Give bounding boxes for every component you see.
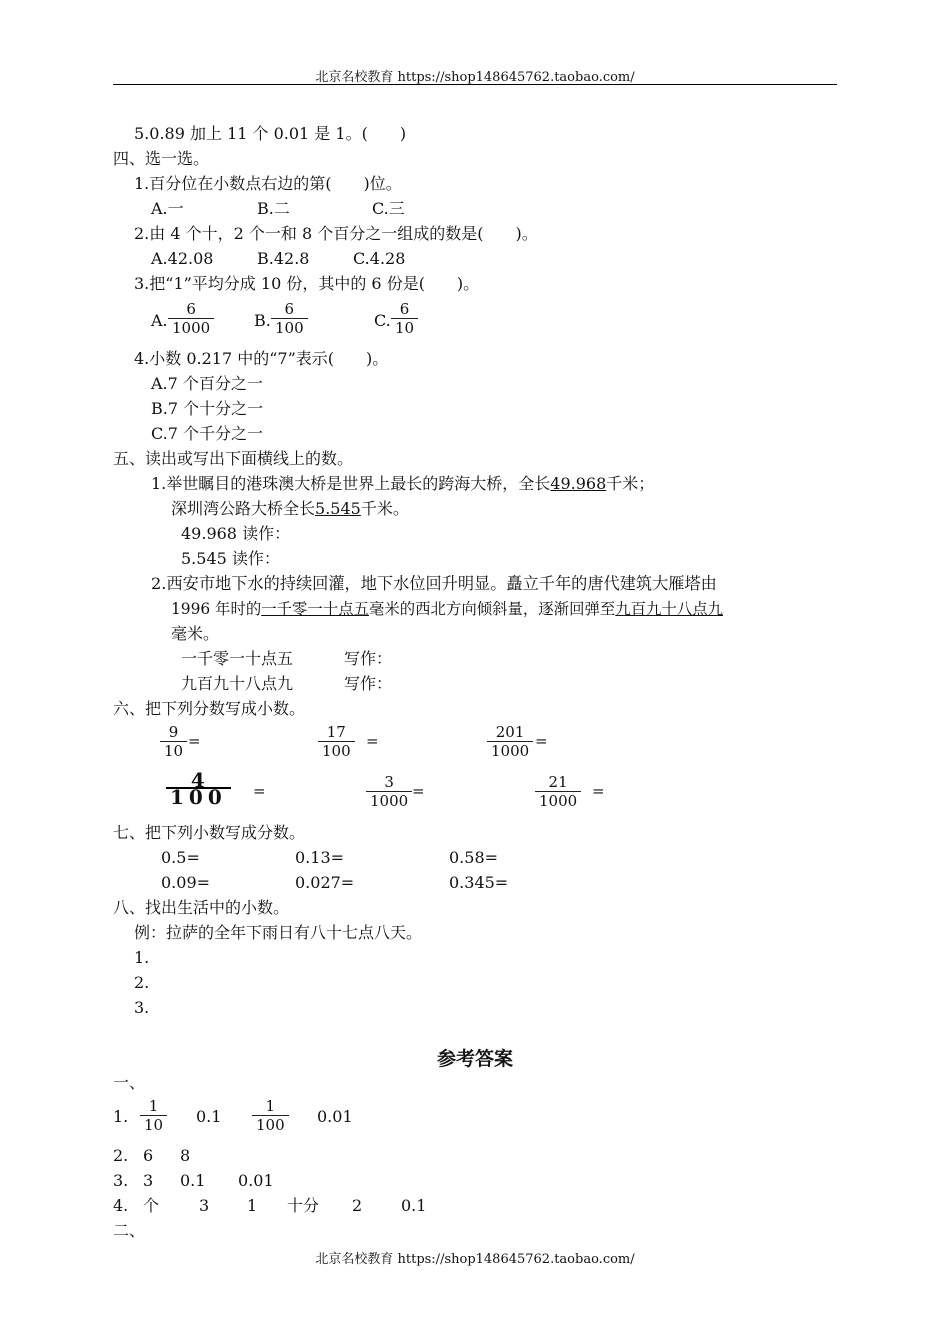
fraction-numerator: 3	[384, 773, 394, 791]
equals-sign: =	[366, 732, 379, 750]
fraction-numerator: 4	[190, 768, 206, 792]
s7-item-3: 0.58=	[449, 848, 499, 867]
answers-section-2: 二、	[113, 1221, 146, 1240]
s6-fraction-5	[366, 773, 412, 810]
fraction-denominator: 1000	[168, 318, 214, 337]
s4-q1-opt-b: B.二	[257, 199, 290, 218]
s5-p1b-text: 深圳湾公路大桥全长	[171, 499, 316, 518]
s6-fraction-2	[318, 723, 355, 760]
fraction-numerator: 6	[186, 300, 196, 318]
answers-section-1: 一、	[113, 1073, 146, 1092]
section-5-title: 五、读出或写出下面横线上的数。	[113, 449, 354, 468]
s4-q1-opt-a: A.一	[151, 199, 184, 218]
answer-1-fraction-2	[252, 1097, 289, 1134]
s5-p1-line2	[171, 498, 409, 520]
section-6-title: 六、把下列分数写成小数。	[113, 699, 306, 718]
s5-write-1-label: 写作：	[344, 649, 393, 668]
fraction-denominator: 1000	[487, 741, 533, 760]
page-footer: 北京名校教育 https://shop148645762.taobao.com/	[315, 1252, 635, 1267]
fraction-numerator: 201	[495, 723, 525, 741]
s7-item-1: 0.5=	[161, 848, 200, 867]
answer-4-value-4: 十分	[287, 1196, 320, 1215]
s5-p2-year: 1996 年时的	[171, 600, 262, 618]
s7-item-6: 0.345=	[449, 873, 509, 892]
s5-write-2-number: 九百九十八点九	[181, 674, 294, 693]
answer-4-label: 4.	[113, 1196, 129, 1215]
answer-1-value-2: 0.01	[317, 1107, 353, 1126]
answer-2-value-1: 6	[143, 1146, 154, 1165]
s5-p1-text: 1.举世瞩目的港珠澳大桥是世界上最长的跨海大桥，全长	[151, 474, 551, 493]
answer-4-value-3: 1	[247, 1196, 258, 1215]
s4-q1: 1.百分位在小数点右边的第( )位。	[134, 174, 402, 193]
fraction-denominator: 10	[160, 741, 187, 760]
answer-2-value-2: 8	[180, 1146, 191, 1165]
answer-3-label: 3.	[113, 1171, 129, 1190]
equals-sign: =	[592, 782, 605, 800]
s4-q3-opt-a-fraction	[168, 300, 214, 337]
answers-title: 参考答案	[436, 1048, 513, 1070]
answer-2-label: 2.	[113, 1146, 129, 1165]
s4-q3-opt-a-label: A.	[151, 311, 168, 330]
fraction-numerator: 17	[326, 723, 346, 741]
answer-3-value-2: 0.1	[180, 1171, 206, 1190]
s5-write-1-number: 一千零一十点五	[181, 649, 294, 668]
s6-fraction-6	[535, 773, 581, 810]
fraction-numerator: 21	[548, 773, 568, 791]
s7-item-2: 0.13=	[295, 848, 345, 867]
answer-4-value-6: 0.1	[401, 1196, 427, 1215]
fraction-numerator: 6	[284, 300, 295, 318]
fraction-numerator: 9	[168, 723, 179, 741]
fraction-denominator: 10	[140, 1115, 167, 1134]
s4-q4-opt-a: A.7 个百分之一	[151, 374, 263, 393]
s5-p1-unit: 千米；	[606, 474, 655, 493]
fraction-denominator: 100	[166, 787, 231, 805]
fraction-denominator: 100	[271, 318, 308, 337]
s8-item-2: 2.	[134, 973, 150, 992]
fraction-numerator: 1	[265, 1097, 276, 1115]
s4-q2-opt-c: C.4.28	[353, 249, 406, 268]
s5-p1-number: 49.968	[550, 474, 607, 493]
answer-4-value-5: 2	[352, 1196, 363, 1215]
s4-q3: 3.把“1”平均分成 10 份，其中的 6 份是( )。	[134, 274, 480, 293]
fraction-numerator: 1	[148, 1097, 159, 1115]
answer-1-label: 1.	[113, 1107, 129, 1126]
s5-p2-middle: 毫米的西北方向倾斜量，逐渐回弹至	[368, 600, 616, 618]
s4-q2-opt-a: A.42.08	[151, 249, 214, 268]
equals-sign: =	[412, 782, 425, 800]
s4-q3-opt-b-label: B.	[254, 311, 271, 330]
s4-q4-opt-b: B.7 个十分之一	[151, 399, 264, 418]
s5-read-2: 5.545 读作：	[181, 549, 280, 568]
s8-item-1: 1.	[134, 948, 150, 967]
s8-example: 例：拉萨的全年下雨日有八十七点八天。	[134, 923, 423, 942]
s5-p2-line1: 2.西安市地下水的持续回灌，地下水位回升明显。矗立千年的唐代建筑大雁塔由	[151, 574, 717, 593]
s5-p2-underline-1: 一千零一十点五	[261, 600, 369, 618]
fraction-denominator: 100	[318, 741, 355, 760]
answer-3-value-3: 0.01	[238, 1171, 274, 1190]
section-8-title: 八、找出生活中的小数。	[113, 898, 290, 917]
equals-sign: =	[253, 782, 266, 800]
s6-fraction-3	[487, 723, 533, 760]
fraction-denominator: 100	[252, 1115, 289, 1134]
s5-p1-line1	[151, 473, 654, 495]
header-rule	[113, 84, 837, 85]
answer-1-value-1: 0.1	[196, 1107, 222, 1126]
s5-p1b-number: 5.545	[315, 499, 361, 518]
s4-q2: 2.由 4 个十，2 个一和 8 个百分之一组成的数是( )。	[134, 224, 538, 243]
s8-item-3: 3.	[134, 998, 150, 1017]
s4-q2-opt-b: B.42.8	[257, 249, 310, 268]
s5-p2-line3: 毫米。	[171, 624, 220, 643]
fraction-denominator: 1000	[366, 791, 412, 810]
s4-q4: 4.小数 0.217 中的“7”表示( )。	[134, 349, 389, 368]
question-5: 5.0.89 加上 11 个 0.01 是 1。( )	[134, 124, 407, 143]
s6-fraction-1	[160, 723, 187, 760]
s4-q3-opt-c-fraction	[391, 300, 418, 337]
s4-q4-opt-c: C.7 个千分之一	[151, 424, 264, 443]
equals-sign: =	[188, 732, 201, 750]
fraction-denominator: 1000	[535, 791, 581, 810]
s5-p1b-unit: 千米。	[360, 499, 409, 518]
s4-q3-opt-c-label: C.	[374, 311, 391, 330]
s7-item-4: 0.09=	[161, 873, 211, 892]
section-4-title: 四、选一选。	[113, 149, 210, 168]
answer-1-fraction-1	[140, 1097, 167, 1134]
answer-3-value-1: 3	[143, 1171, 154, 1190]
s4-q3-opt-b-fraction	[271, 300, 308, 337]
answer-4-value-1: 个	[143, 1196, 160, 1215]
equals-sign: =	[535, 732, 548, 750]
s6-fraction-4	[166, 768, 231, 809]
fraction-numerator: 6	[399, 300, 410, 318]
s5-write-2-label: 写作：	[344, 674, 393, 693]
answer-4-value-2: 3	[199, 1196, 210, 1215]
s5-read-1: 49.968 读作：	[181, 524, 291, 543]
section-7-title: 七、把下列小数写成分数。	[113, 823, 306, 842]
page-header: 北京名校教育 https://shop148645762.taobao.com/	[315, 70, 635, 85]
s5-p2-line2	[171, 598, 723, 620]
s7-item-5: 0.027=	[295, 873, 355, 892]
fraction-denominator: 10	[391, 318, 418, 337]
s4-q1-opt-c: C.三	[372, 199, 405, 218]
s5-p2-underline-2: 九百九十八点九	[615, 600, 723, 618]
